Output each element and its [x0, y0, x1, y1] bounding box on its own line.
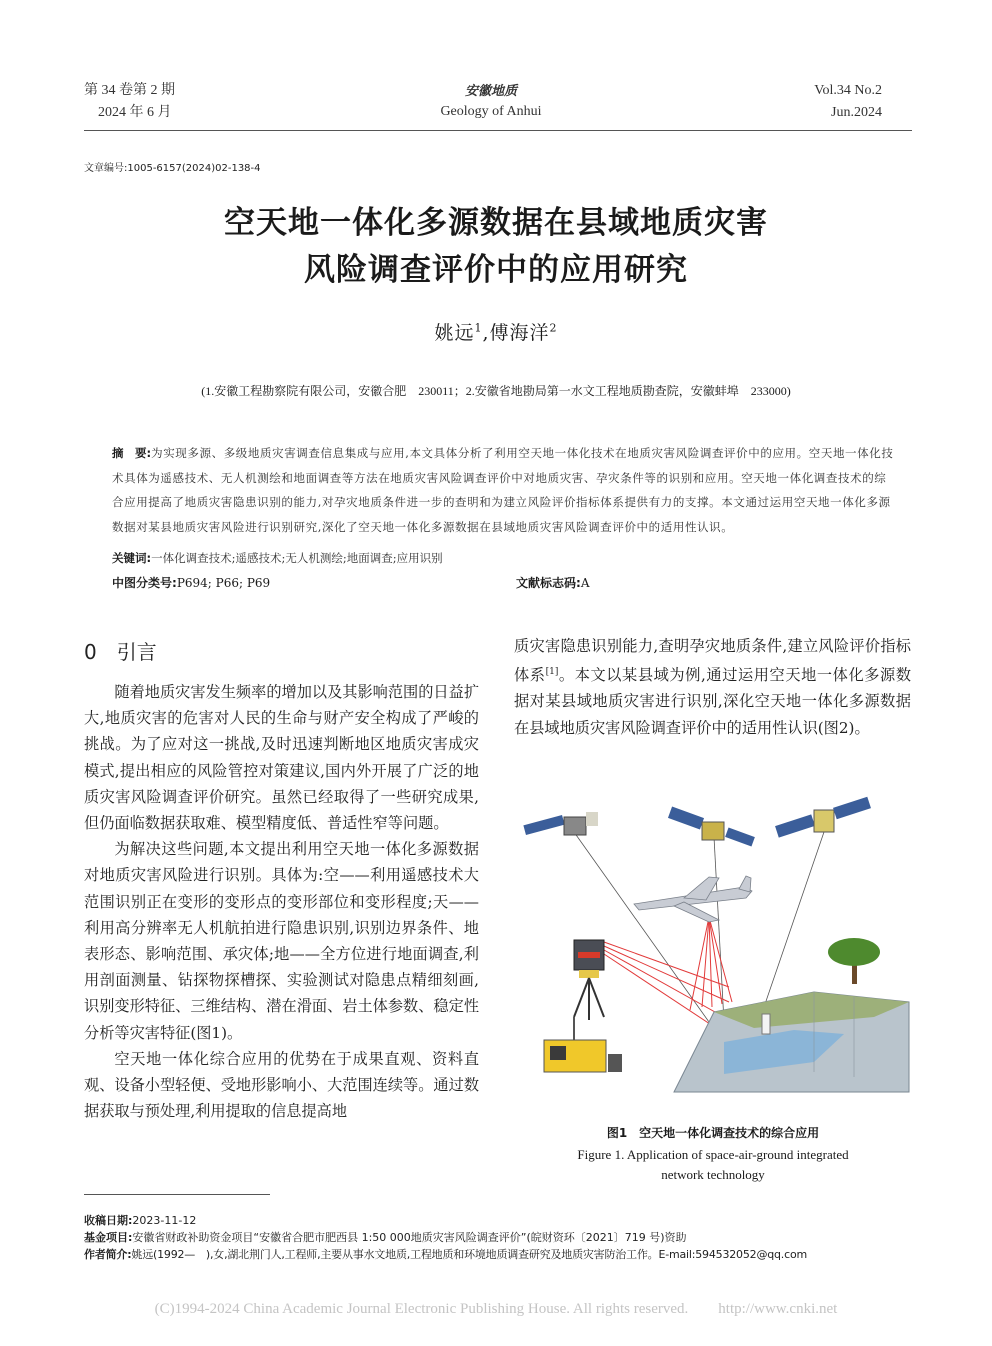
citation-1[interactable]: [1] — [545, 667, 559, 678]
bio-label: 作者简介: — [84, 1248, 132, 1261]
journal-name-cn: 安徽地质 — [464, 84, 517, 99]
figure-illustration — [514, 792, 912, 1108]
abstract-label: 摘 要: — [112, 446, 152, 460]
footnote-received — [84, 1212, 914, 1228]
section-heading: 0 引言 — [84, 640, 157, 664]
satellite-left-icon — [523, 812, 598, 835]
author-2-affil: 2 — [549, 321, 558, 335]
header-date: 2024 年 6 月 — [98, 105, 172, 120]
author-separator: , — [482, 322, 490, 344]
left-column — [84, 679, 479, 1124]
header-volume-en: Vol.34 No.2 — [814, 83, 882, 98]
header-rule — [84, 130, 912, 131]
title-line-2: 风险调查评价中的应用研究 — [304, 252, 688, 288]
figure-caption-cn: 图1 空天地一体化调查技术的综合应用 — [606, 1126, 820, 1140]
author-2: 傅海洋 — [489, 322, 550, 344]
paragraph-1: 随着地质灾害发生频率的增加以及其影响范围的日益扩大,地质灾害的危害对人民的生命与财产安全构成了严峻的挑战。为了应对这一挑战,及时迅速判断地区地质灾害成灾模式,提出相应的风险管控对策建议,国内外开展了广泛的地质灾害风险调查评价研究。虽然已经取得了一些研究成果,但仍面临数据获取难、模型精度低、普适性窄等问题。 — [84, 683, 479, 833]
paragraph-3: 空天地一体化综合应用的优势在于成果直观、资料直观、设备小型轻便、受地形影响小、大范围连续等。通过数据获取与预处理,利用提取的信息提高地 — [84, 1049, 479, 1121]
authors — [96, 318, 896, 345]
journal-name-en: Geology of Anhui — [440, 104, 542, 119]
ground-instrument-icon — [544, 1017, 622, 1072]
paragraph-text-b: 。本文以某县域为例,通过运用空天地一体化多源数据对某县域地质灾害进行识别,深化空天地一体化多源数据在县域地质灾害风险调查评价中的适用性认识(图2)。 — [514, 666, 912, 737]
document-code — [516, 574, 589, 591]
header-issue — [84, 80, 175, 124]
figure-caption-en-line2: network technology — [661, 1167, 765, 1182]
right-column — [514, 633, 911, 741]
author-1: 姚远 — [434, 322, 475, 344]
keywords-text: 一体化调查技术;遥感技术;无人机测绘;地面调查;应用识别 — [151, 551, 443, 565]
figure-1-caption — [514, 1124, 912, 1185]
terrain-block-icon — [674, 992, 909, 1092]
header-date-en: Jun.2024 — [831, 105, 882, 120]
doc-code-text: A — [580, 576, 590, 590]
laser-scanner-icon — [574, 940, 604, 1020]
received-date: 2023-11-12 — [132, 1214, 197, 1227]
laser-beams-icon — [604, 917, 732, 1030]
title-line-1: 空天地一体化多源数据在县域地质灾害 — [224, 205, 768, 241]
abstract — [112, 441, 896, 539]
keywords — [112, 550, 896, 566]
fund-label: 基金项目: — [84, 1231, 133, 1244]
figure-1-image — [514, 792, 912, 1108]
figure-caption-en — [514, 1145, 912, 1185]
paragraph-text-a: 质灾害隐患识别能力,查明孕灾地质条件,建立风险评价指标体系 — [514, 637, 911, 685]
footnote-rule — [84, 1194, 270, 1195]
article-number: 文章编号:1005-6157(2024)02-138-4 — [84, 163, 261, 174]
signal-lines-icon — [574, 832, 824, 1022]
paragraph-2: 为解决这些问题,本文提出利用空天地一体化多源数据对地质灾害风险进行识别。具体为:空——利用遥感技术大范围识别正在变形的变形点的变形部位和变形程度;天——利用高分辨率无人机航拍进行隐患识别,识别边界条件、地表形态、影响范围、承灾体;地——全方位进行地面调查,利用剖面测量、钻探物探槽探、实验测试对隐患点精细刻画,识别变形特征、三维结构、潜在滑面、岩土体参数、稳定性分析等灾害特征(图1)。 — [84, 840, 479, 1042]
abstract-text: 为实现多源、多级地质灾害调查信息集成与应用,本文具体分析了利用空天地一体化技术在地质灾害风险调查评价中的应用。空天地一体化技术具体为遥感技术、无人机测绘和地面调查等方法在地质灾害风险调查评价中对地质灾害、孕灾条件等的识别和应用。空天地一体化调查技术的综合应用提高了地质灾害隐患识别的能力,对孕灾地质条件进一步的查明和为建立风险评价指标体系提供有力的支撑。本文通过运用空天地一体化多源数据对某县地质灾害风险进行识别研究,深化了空天地一体化多源数据在县域地质灾害风险调查评价中的适用性认识。 — [112, 446, 894, 534]
received-label: 收稿日期: — [84, 1214, 133, 1227]
clc-number — [112, 574, 270, 591]
doc-code-label: 文献标志码: — [516, 576, 581, 590]
affiliation: (1.安徽工程勘察院有限公司，安徽合肥 230011；2.安徽省地勘局第一水文工程地质勘查院，安徽蚌埠 233000) — [201, 384, 791, 398]
footnote-fund — [84, 1229, 914, 1245]
header-volume: 第 34 卷第 2 期 — [84, 83, 175, 98]
satellite-right-icon — [775, 797, 871, 838]
satellite-center-icon — [668, 807, 755, 847]
page-title — [96, 200, 896, 294]
header-journal — [391, 82, 591, 122]
figure-caption-en-line1: Figure 1. Application of space-air-ground integrated — [577, 1147, 849, 1162]
author-1-affil: 1 — [474, 321, 483, 335]
copyright-watermark: (C)1994-2024 China Academic Journal Electronic Publishing House. All rights reserved. http://www.cnki.net — [154, 1301, 838, 1317]
airplane-icon — [634, 876, 752, 922]
footnote-author-bio — [84, 1246, 914, 1262]
paragraph-continued — [514, 633, 911, 741]
keywords-label: 关键词: — [112, 551, 152, 565]
bio-text: 姚远(1992— ),女,湖北荆门人,工程师,主要从事水文地质,工程地质和环境地质调查研究及地质灾害防治工作。E-mail:594532052@qq.com — [131, 1248, 807, 1261]
fund-text: 安徽省财政补助资金项目“安徽省合肥市肥西县 1:50 000地质灾害风险调查评价”(皖财资环〔2021〕719 号)资助 — [132, 1231, 687, 1244]
tree-icon — [828, 938, 880, 984]
header-issue-en — [814, 80, 882, 124]
clc-label: 中图分类号: — [112, 576, 177, 590]
clc-text: P694; P66; P69 — [176, 576, 271, 590]
